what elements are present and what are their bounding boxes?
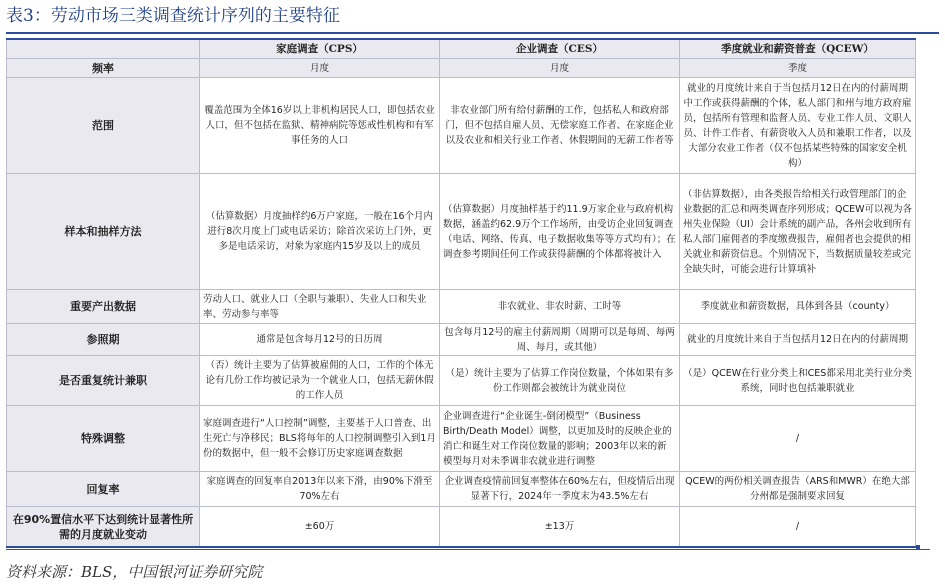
table-row: [7, 290, 916, 324]
table-row: [7, 174, 916, 290]
comparison-table: [6, 38, 916, 548]
header-ces: 企业调查（CES）: [440, 39, 680, 59]
cps-sampling: （估算数据）月度抽样约6万户家庭，一般在16个月内进行8次月度上门或电话采访；除首次采访上门外，更多是电话采访，对象为家庭内15岁及以上的成员: [200, 174, 440, 290]
row-label-frequency: 频率: [7, 59, 200, 78]
ces-frequency: 月度: [440, 59, 680, 78]
cps-frequency: 月度: [200, 59, 440, 78]
ces-special-adjustments: 企业调查进行“企业诞生-倒闭模型”（Business Birth/Death Model）调整，以更加及时的反映企业的消亡和诞生对工作岗位数量的影响；2003年以来的新模型每月对未季调非农就业进行调整: [440, 406, 680, 472]
qcew-multiple-jobs: （是）QCEW在行业分类上和CES都采用北美行业分类系统，同时也包括兼职就业: [680, 356, 916, 406]
ces-sampling: （估算数据）月度抽样基于约11.9万家企业与政府机构数据，涵盖约62.9万个工作场所，由受访企业回复调查（电话、网络、传真、电子数据收集等等方式均有）；在调查参考期间任何工作或获得薪酬的个体都将被计入: [440, 174, 680, 290]
table-row: [7, 324, 916, 356]
title-divider: [6, 32, 939, 34]
row-label-multiple-jobs: 是否重复统计兼职: [7, 356, 200, 406]
cps-scope: 覆盖范围为全体16岁以上非机构居民人口，即包括农业人口，但不包括在监狱、精神病院等惩戒性机构和有军事任务的人口: [200, 78, 440, 174]
row-label-reference-period: 参照期: [7, 324, 200, 356]
qcew-sampling: （非估算数据），由各类报告给相关行政管理部门的企业数据的汇总和两类调查序列形成；QCEW可以视为各州失业保险（UI）会计系统的副产品，各州会收到所有私人部门雇佣者的季度缴费报告，雇佣者也会提供的相关就业和薪资信息。个别情况下，当数据质量较差或完全缺失时，可能会进行计算填补: [680, 174, 916, 290]
cps-significance-threshold: ±60万: [200, 507, 440, 547]
qcew-frequency: 季度: [680, 59, 916, 78]
cps-response-rate: 家庭调查的回复率自2013年以来下滑，由90%下滑至70%左右: [200, 472, 440, 507]
ces-significance-threshold: ±13万: [440, 507, 680, 547]
qcew-key-outputs: 季度就业和薪资数据，具体到各县（county）: [680, 290, 916, 324]
ces-multiple-jobs: （是）统计主要为了估算工作岗位数量，个体如果有多份工作则都会被统计为就业岗位: [440, 356, 680, 406]
ces-key-outputs: 非农就业、非农时薪、工时等: [440, 290, 680, 324]
row-label-significance-threshold: 在90%置信水平下达到统计显著性所需的月度就业变动: [7, 507, 200, 547]
row-label-key-outputs: 重要产出数据: [7, 290, 200, 324]
cps-key-outputs: 劳动人口、就业人口（全职与兼职）、失业人口和失业率、劳动参与率等: [200, 290, 440, 324]
row-label-sampling: 样本和抽样方法: [7, 174, 200, 290]
cps-reference-period: 通常是包含每月12号的日历周: [200, 324, 440, 356]
table-row: [7, 406, 916, 472]
row-label-scope: 范围: [7, 78, 200, 174]
table-row: [7, 59, 916, 78]
cps-multiple-jobs: （否）统计主要为了估算被雇佣的人口，工作的个体无论有几份工作均被记录为一个就业人口，包括无薪休假的工作人员: [200, 356, 440, 406]
qcew-reference-period: 就业的月度统计来自于当包括月12日在内的付薪周期: [680, 324, 916, 356]
row-label-special-adjustments: 特殊调整: [7, 406, 200, 472]
header-row: [7, 39, 916, 59]
table-row: [7, 356, 916, 406]
qcew-special-adjustments: /: [680, 406, 916, 472]
source-note: 资料来源：BLS，中国银河证券研究院: [6, 563, 263, 581]
table-row: [7, 78, 916, 174]
table-title: 表3：劳动市场三类调查统计序列的主要特征: [6, 6, 340, 26]
header-cps: 家庭调查（CPS）: [200, 39, 440, 59]
ces-response-rate: 企业调查疫情前回复率整体在60%左右，但疫情后出现显著下行，2024年一季度末为43.5%左右: [440, 472, 680, 507]
row-label-response-rate: 回复率: [7, 472, 200, 507]
table-row: [7, 472, 916, 507]
ces-reference-period: 包含每月12号的雇主付薪周期（周期可以是每周、每两周、每月，或其他）: [440, 324, 680, 356]
table-row: [7, 507, 916, 547]
header-qcew: 季度就业和薪资普查（QCEW）: [680, 39, 916, 59]
qcew-significance-threshold: /: [680, 507, 916, 547]
cps-special-adjustments: 家庭调查进行“人口控制”调整，主要基于人口普查、出生死亡与净移民；BLS将每年的人口控制调整引入到1月份的数据中，但一般不会修订历史家庭调查数据: [200, 406, 440, 472]
bottom-divider: [6, 549, 930, 550]
ces-scope: 非农业部门所有给付薪酬的工作，包括私人和政府部门，但不包括自雇人员、无偿家庭工作者、在家庭企业以及农业和相关行业工作者、休假期间的无薪工作者等: [440, 78, 680, 174]
header-blank: [7, 39, 200, 59]
qcew-scope: 就业的月度统计来自于当包括月12日在内的付薪周期中工作或获得薪酬的个体，私人部门和州与地方政府雇员，包括所有管理和监督人员、专业工作人员、文职人员、计件工作者、有薪资收入人员和兼职工作者，以及大部分农业工作者（仅不包括某些特殊的国家安全机构）: [680, 78, 916, 174]
corner-mark: [916, 545, 920, 549]
qcew-response-rate: QCEW的两份相关调查报告（ARS和MWR）在绝大部分州都是强制要求回复: [680, 472, 916, 507]
